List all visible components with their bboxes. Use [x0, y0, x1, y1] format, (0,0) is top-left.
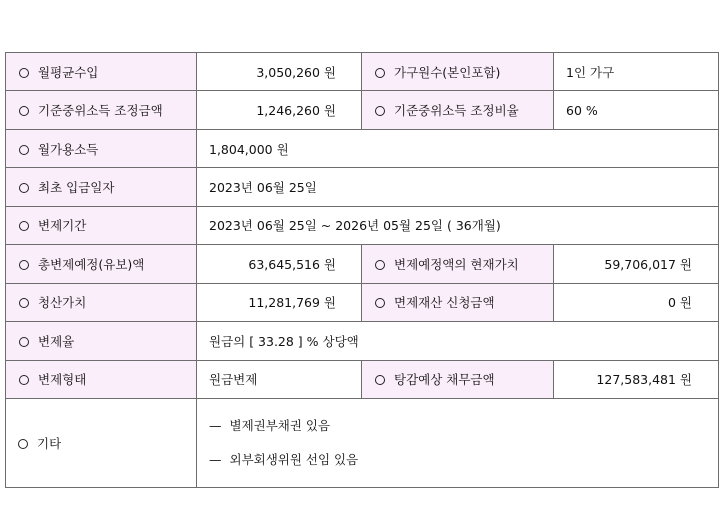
field-value-total-planned-repayment: 63,645,516 원 — [197, 245, 362, 283]
field-label-household-size: 가구원수(본인포함) — [362, 53, 554, 91]
table-row — [6, 206, 719, 244]
field-value-first-deposit-date: 2023년 06월 25일 — [197, 168, 719, 206]
circle-bullet-icon — [375, 260, 385, 270]
field-label-first-deposit-date: 최초 입금일자 — [6, 168, 197, 206]
field-label-median-income-ratio: 기준중위소득 조정비율 — [362, 91, 554, 129]
field-value-repayment-type: 원금변제 — [197, 360, 362, 398]
table-row — [6, 398, 719, 487]
field-label-exempt-property-claim: 면제재산 신청금액 — [362, 283, 554, 321]
field-value-monthly-income: 3,050,260 원 — [197, 53, 362, 91]
field-label-median-income-adjustment: 기준중위소득 조정금액 — [6, 91, 197, 129]
dash-bullet-icon: — — [209, 452, 222, 468]
table-row — [6, 283, 719, 321]
table-row — [6, 168, 719, 206]
circle-bullet-icon — [19, 375, 29, 385]
field-value-repayment-rate: 원금의 [ 33.28 ] % 상당액 — [197, 322, 719, 360]
field-label-liquidation-value: 청산가치 — [6, 283, 197, 321]
table-row — [6, 322, 719, 360]
table-row — [6, 91, 719, 129]
circle-bullet-icon — [19, 221, 29, 231]
circle-bullet-icon — [375, 375, 385, 385]
list-item: — 외부회생위원 선임 있음 — [209, 452, 359, 468]
field-label-monthly-income: 월평균수입 — [6, 53, 197, 91]
circle-bullet-icon — [19, 260, 29, 270]
circle-bullet-icon — [19, 145, 29, 155]
circle-bullet-icon — [375, 106, 385, 116]
field-label-present-value: 변제예정액의 현재가치 — [362, 245, 554, 283]
field-value-median-income-ratio: 60 % — [554, 91, 719, 129]
field-label-repayment-period: 변제기간 — [6, 206, 197, 244]
circle-bullet-icon — [19, 298, 29, 308]
field-value-median-income-adjustment: 1,246,260 원 — [197, 91, 362, 129]
field-value-repayment-period: 2023년 06월 25일 ~ 2026년 05월 25일 ( 36개월) — [197, 206, 719, 244]
table-row — [6, 129, 719, 167]
circle-bullet-icon — [19, 68, 29, 78]
field-value-household-size: 1인 가구 — [554, 53, 719, 91]
field-value-present-value: 59,706,017 원 — [554, 245, 719, 283]
circle-bullet-icon — [375, 298, 385, 308]
circle-bullet-icon — [19, 337, 29, 347]
circle-bullet-icon — [19, 183, 29, 193]
field-label-total-planned-repayment: 총변제예정(유보)액 — [6, 245, 197, 283]
field-value-disposable-income: 1,804,000 원 — [197, 129, 719, 167]
field-label-other: 기타 — [6, 398, 197, 487]
field-label-repayment-type: 변제형태 — [6, 360, 197, 398]
debt-repayment-summary-table — [5, 52, 719, 488]
field-value-liquidation-value: 11,281,769 원 — [197, 283, 362, 321]
table-row — [6, 53, 719, 91]
table-row — [6, 245, 719, 283]
circle-bullet-icon — [375, 68, 385, 78]
field-value-other — [197, 398, 719, 487]
table-row — [6, 360, 719, 398]
field-label-expected-debt-forgiveness: 탕감예상 채무금액 — [362, 360, 554, 398]
dash-bullet-icon: — — [209, 418, 222, 434]
field-value-expected-debt-forgiveness: 127,583,481 원 — [554, 360, 719, 398]
list-item: — 별제권부채권 있음 — [209, 418, 331, 434]
field-label-repayment-rate: 변제율 — [6, 322, 197, 360]
field-label-disposable-income: 월가용소득 — [6, 129, 197, 167]
circle-bullet-icon — [19, 106, 29, 116]
field-value-exempt-property-claim: 0 원 — [554, 283, 719, 321]
circle-bullet-icon — [18, 439, 28, 449]
